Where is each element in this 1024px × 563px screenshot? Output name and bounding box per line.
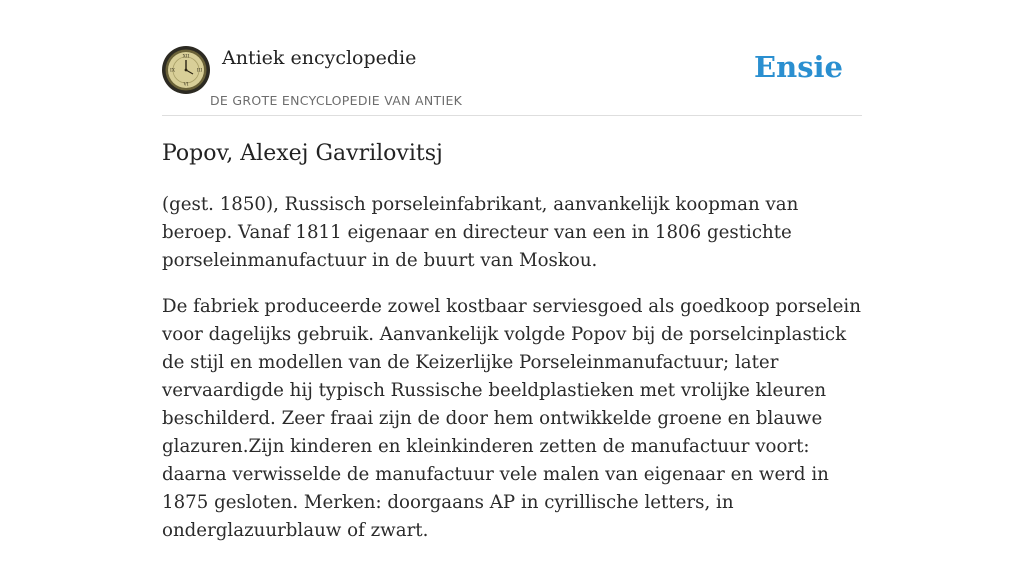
svg-text:XII: XII	[182, 54, 190, 60]
article-paragraph: De fabriek produceerde zowel kostbaar serviesgoed als goedkoop porselein voor dagelijks gebruik. Aanvankelijk volgde Popov bij de porselcinplastick de stijl en modellen van de Keizerlijke Porseleinmanufactuur; later vervaardigde hij typisch Russische beeldplastieken met vrolijke kleuren beschilderd. Zeer fraai zijn de door hem ontwikkelde groene en blauwe glazuren.Zijn kinderen en kleinkinderen zetten de manufactuur voort: daarna verwisselde de manufactuur vele malen van eigenaar en werd in 1875 gesloten. Merken: doorgaans AP in cyrillische letters, in onderglazuurblauw of zwart.	[162, 296, 861, 541]
svg-text:III: III	[196, 68, 203, 74]
site-subtitle: DE GROTE ENCYCLOPEDIE VAN ANTIEK	[210, 93, 463, 108]
article	[162, 138, 867, 563]
svg-text:IX: IX	[170, 68, 175, 74]
svg-text:VI: VI	[183, 82, 189, 88]
article-paragraph: (gest. 1850), Russisch porseleinfabrikant, aanvankelijk koopman van beroep. Vanaf 1811 eigenaar en directeur van een in 1806 gestichte porseleinmanufactuur in de buurt van Moskou.	[162, 194, 799, 271]
header-divider	[162, 115, 862, 116]
article-title: Popov, Alexej Gavrilovitsj	[162, 141, 443, 166]
site-title[interactable]: Antiek encyclopedie	[222, 47, 417, 69]
antique-clock-icon[interactable]	[162, 46, 210, 94]
brand-logo[interactable]: Ensie	[754, 50, 843, 84]
site-header	[162, 46, 862, 116]
